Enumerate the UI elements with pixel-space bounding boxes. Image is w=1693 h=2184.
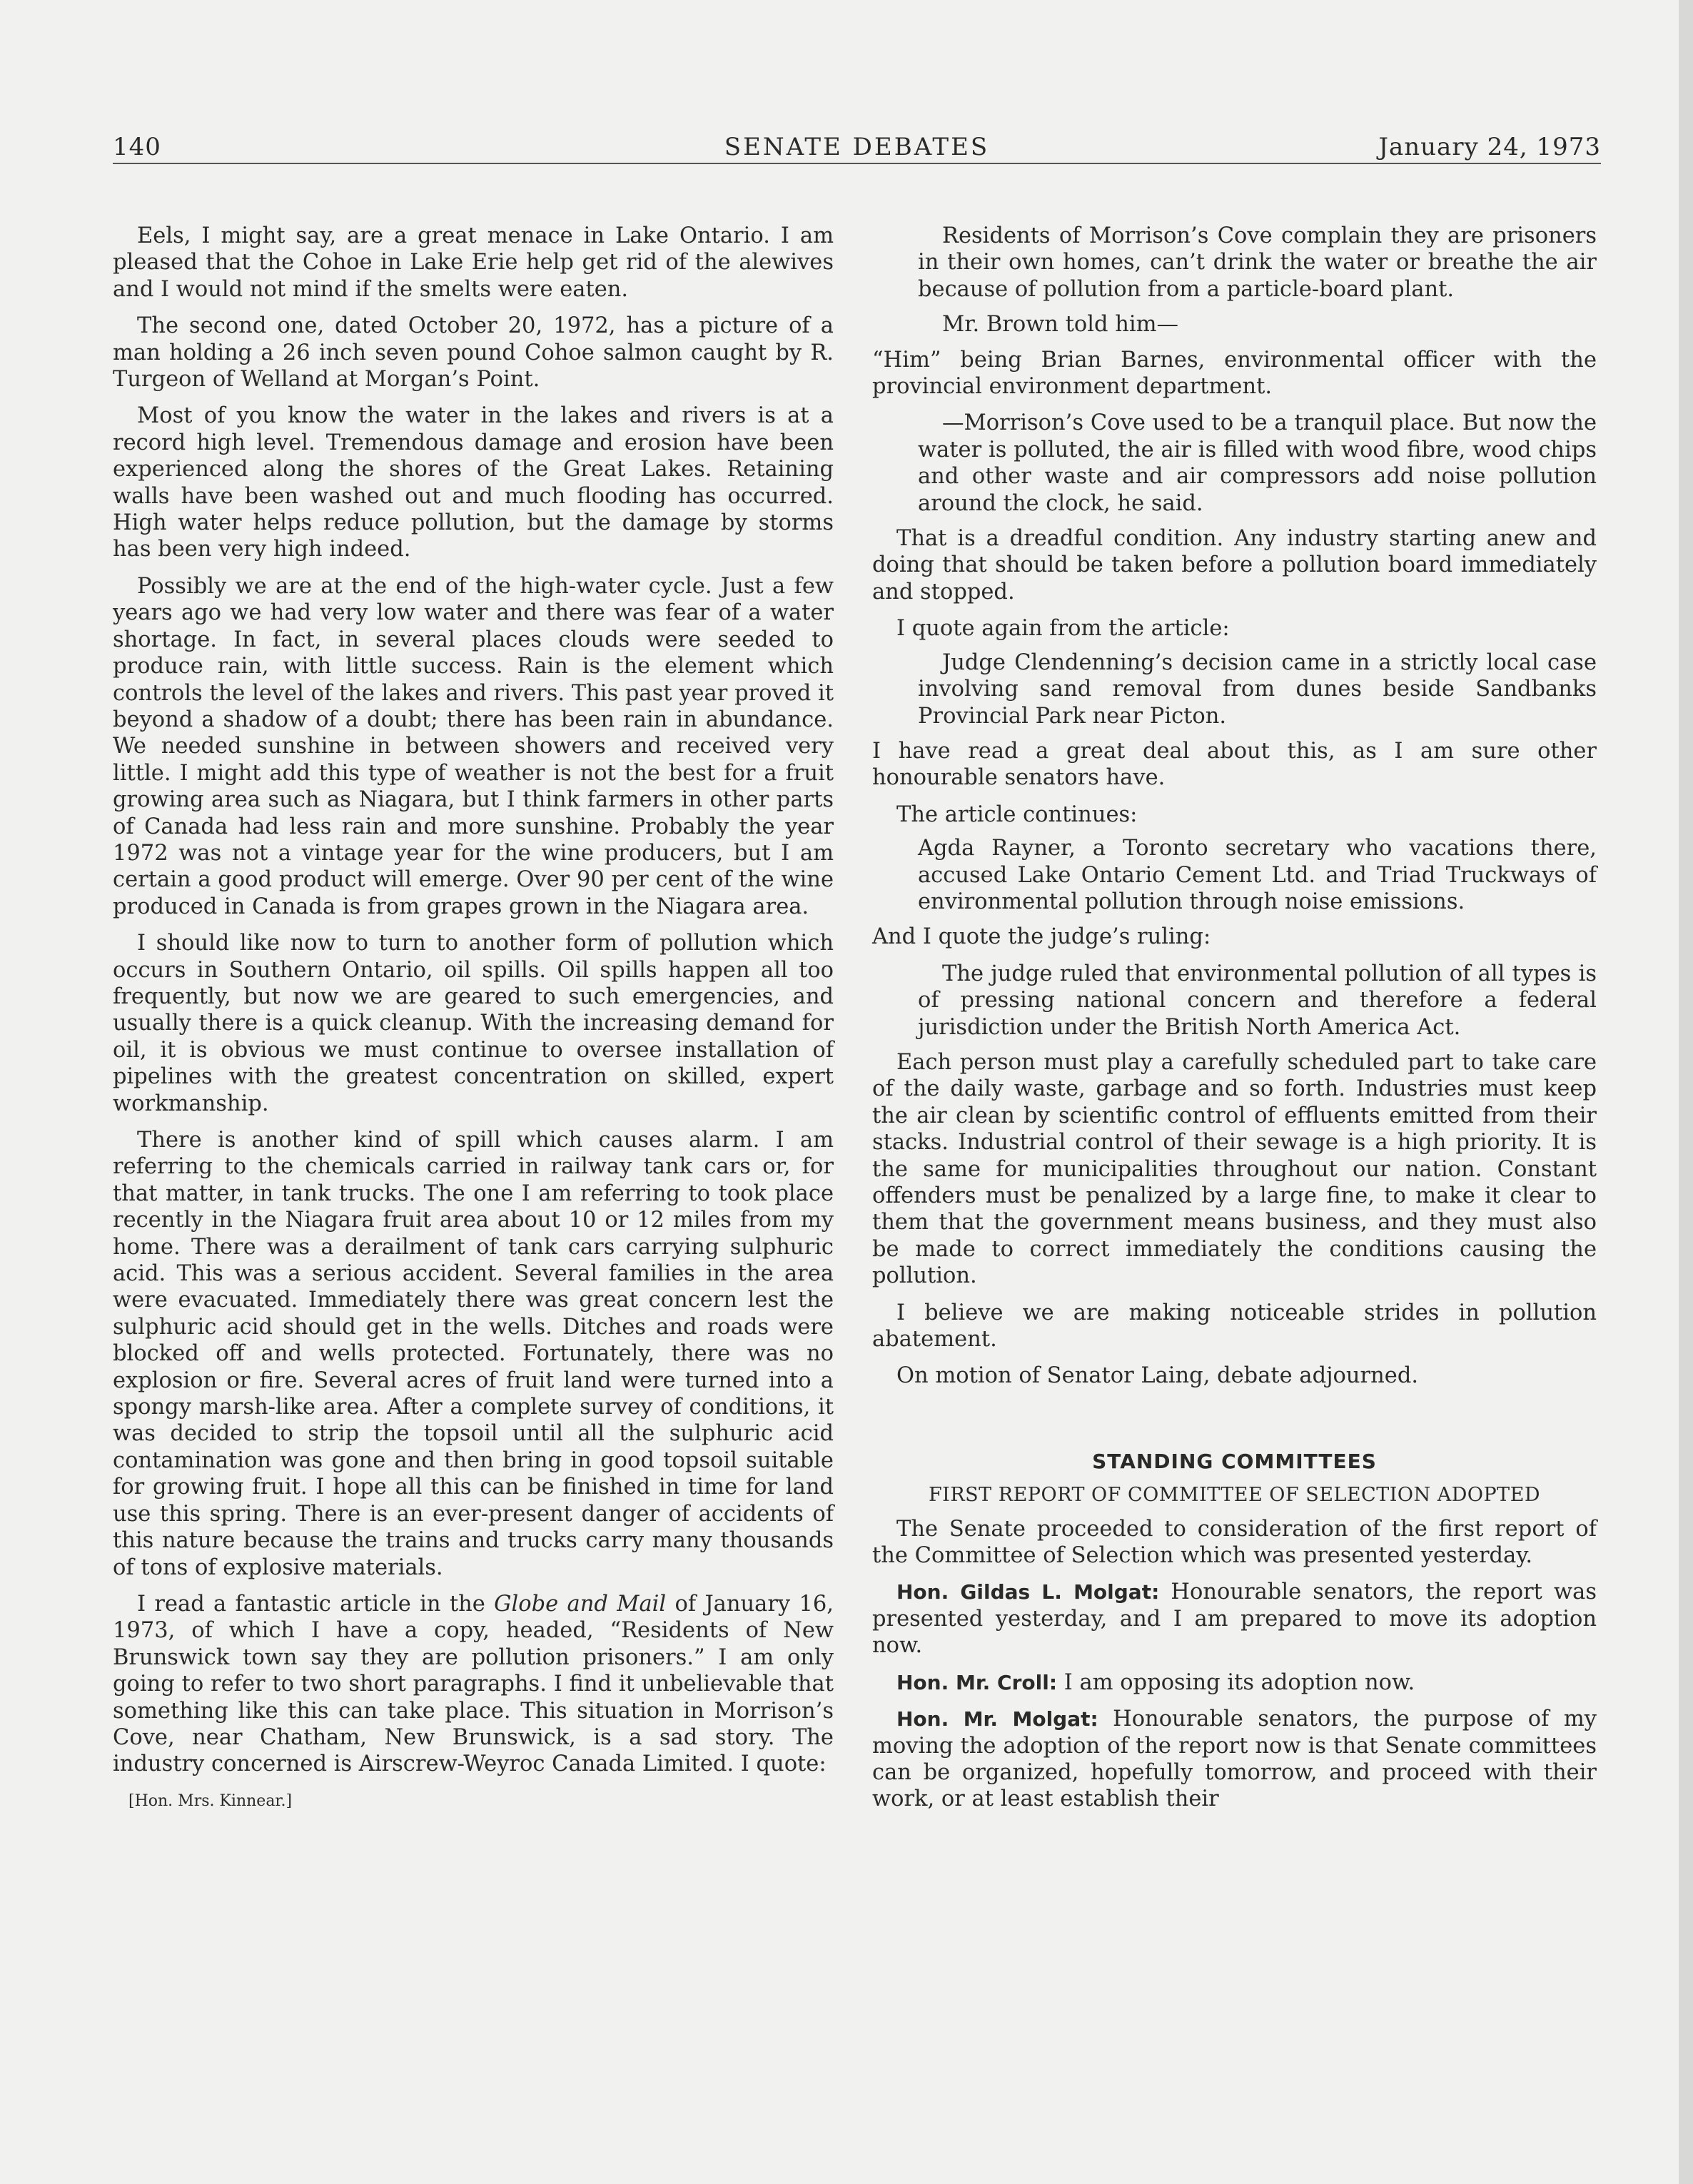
speaker-footnote: [Hon. Mrs. Kinnear.] [128, 1791, 293, 1810]
paragraph: I quote again from the article: [896, 616, 1230, 642]
page-header [113, 131, 1601, 164]
section-heading: STANDING COMMITTEES [1092, 1449, 1377, 1473]
paragraph: “Him” being Brian Barnes, environmental officer with the provincial environment department. [872, 347, 1597, 400]
speech-text: I am opposing its adoption now. [1057, 1669, 1415, 1695]
speech [872, 1579, 1597, 1659]
paragraph: That is a dreadful condition. Any industry starting anew and doing that should be taken before a pollution board immediately and stopped. [872, 526, 1597, 605]
paragraph: I believe we are making noticeable strides in pollution abatement. [872, 1300, 1597, 1353]
right-column [872, 223, 1597, 1823]
quotation: —Morrison’s Cove used to be a tranquil place. But now the water is polluted, the air is filled with wood fibre, wood chips and other waste and air compressors add noise pollution around the clock, he said. [918, 410, 1597, 516]
paragraph: Eels, I might say, are a great menace in Lake Ontario. I am pleased that the Cohoe in Lake Erie help get rid of the alewives and I would not mind if the smelts were eaten. [113, 223, 834, 302]
speaker-name: Hon. Mr. Molgat: [896, 1707, 1098, 1731]
paragraph: On motion of Senator Laing, debate adjourned. [896, 1363, 1419, 1389]
speaker-name: Hon. Mr. Croll: [896, 1670, 1058, 1694]
paragraph: The Senate proceeded to consideration of the first report of the Committee of Selection which was presented yesterday. [872, 1516, 1597, 1569]
paragraph: The second one, dated October 20, 1972, has a picture of a man holding a 26 inch seven pound Cohoe salmon caught by R. Turgeon of Welland at Morgan’s Point. [113, 313, 834, 393]
quotation: Residents of Morrison’s Cove complain they are prisoners in their own homes, can’t drink the water or breathe the air because of pollution from a particle-board plant. [918, 223, 1597, 302]
quotation: Judge Clendenning’s decision came in a strictly local case involving sand removal from dunes beside Sandbanks Provincial Park near Picton. [918, 649, 1597, 729]
quotation: Mr. Brown told him— [942, 312, 1179, 338]
publication-title: SENATE DEBATES [724, 133, 990, 161]
paragraph: I have read a great deal about this, as I am sure other honourable senators have. [872, 738, 1597, 791]
speaker-name: Hon. Gildas L. Molgat: [896, 1580, 1160, 1604]
paragraph [113, 1591, 834, 1778]
text-run: I read a fantastic article in the [137, 1591, 495, 1617]
paragraph: I should like now to turn to another form of pollution which occurs in Southern Ontario, oil spills. Oil spills happen all too frequently, but now we are geared to such emergencies, and usually there is a quick cleanup. With the increasing demand for oil, it is obvious we must continue to oversee installation of pipelines with the greatest concentration on skilled, expert workmanship. [113, 931, 834, 1116]
page-edge [1679, 0, 1693, 2184]
speech-text: Honourable senators, the purpose of my moving the adoption of the report now is that Senate committees can be organized, hopefully tomorrow, and proceed with their work, or at least establish their [872, 1707, 1597, 1812]
speech [872, 1706, 1597, 1813]
page-number: 140 [113, 133, 161, 161]
quotation: Agda Rayner, a Toronto secretary who vacations there, accused Lake Ontario Cement Ltd. and Triad Truckways of environmental pollution through noise emissions. [918, 836, 1597, 914]
paragraph: The article continues: [896, 802, 1138, 827]
paragraph: Most of you know the water in the lakes and rivers is at a record high level. Tremendous damage and erosion have been experienced along the shores of the Great Lakes. Retaining walls have been washed out and much flooding has occurred. High water helps reduce pollution, but the damage by storms has been very high indeed. [113, 403, 834, 562]
paragraph: There is another kind of spill which causes alarm. I am referring to the chemicals carried in railway tank cars or, for that matter, in tank trucks. The one I am referring to took place recently in the Niagara fruit area about 10 or 12 miles from my home. There was a derailment of tank cars carrying sulphuric acid. This was a serious accident. Several families in the area were evacuated. Immediately there was great concern lest the sulphuric acid should get in the wells. Ditches and roads were blocked off and wells protected. Fortunately, there was no explosion or fire. Several acres of fruit land were turned into a spongy marsh-like area. After a complete survey of conditions, it was decided to strip the topsoil until all the sulphuric acid contamination was gone and then bring in good topsoil suitable for growing fruit. I hope all this can be finished in time for land use this spring. There is an ever-present danger of accidents of this nature because the trains and trucks carry many thousands of tons of explosive materials. [113, 1128, 834, 1580]
issue-date: January 24, 1973 [1378, 133, 1601, 161]
section-subheading: FIRST REPORT OF COMMITTEE OF SELECTION ADOPTED [928, 1484, 1541, 1507]
newspaper-title: Globe and Mail [494, 1591, 667, 1617]
speech [872, 1669, 1597, 1696]
paragraph: Possibly we are at the end of the high-water cycle. Just a few years ago we had very low water and there was fear of a water shortage. In fact, in several places clouds were seeded to produce rain, with little success. Rain is the element which controls the level of the lakes and rivers. This past year proved it beyond a shadow of a doubt; there has been rain in abundance. We needed sunshine in between showers and received very little. I might add this type of weather is not the best for a fruit growing area such as Niagara, but I think farmers in other parts of Canada had less rain and more sunshine. Probably the year 1972 was not a vintage year for the wine producers, but I am certain a good product will emerge. Over 90 per cent of the wine produced in Canada is from grapes grown in the Niagara area. [113, 573, 834, 919]
quotation: The judge ruled that environmental pollution of all types is of pressing national concern and therefore a federal jurisdiction under the British North America Act. [918, 961, 1597, 1040]
paragraph: And I quote the judge’s ruling: [872, 924, 1211, 950]
speech-text: Honourable senators, the report was presented yesterday, and I am prepared to move its adoption now. [872, 1579, 1597, 1659]
text-run: of January 16, 1973, of which I have a copy, headed, “Residents of New Brunswick town say they are pollution prisoners.” I am only going to refer to two short paragraphs. I find it unbelievable that something like this can take place. This situation in Morrison’s Cove, near Chatham, New Brunswick, is a sad story. The industry concerned is Airscrew-Weyroc Canada Limited. I quote: [113, 1591, 834, 1777]
left-column [113, 223, 834, 1814]
paragraph: Each person must play a carefully scheduled part to take care of the daily waste, garbage and so forth. Industries must keep the air clean by scientific control of effluents emitted from their stacks. Industrial control of their sewage is a high priority. It is the same for municipalities throughout our nation. Constant offenders must be penalized by a large fine, to make it clear to them that the government means business, and they must also be made to correct immediately the conditions causing the pollution. [872, 1049, 1597, 1289]
